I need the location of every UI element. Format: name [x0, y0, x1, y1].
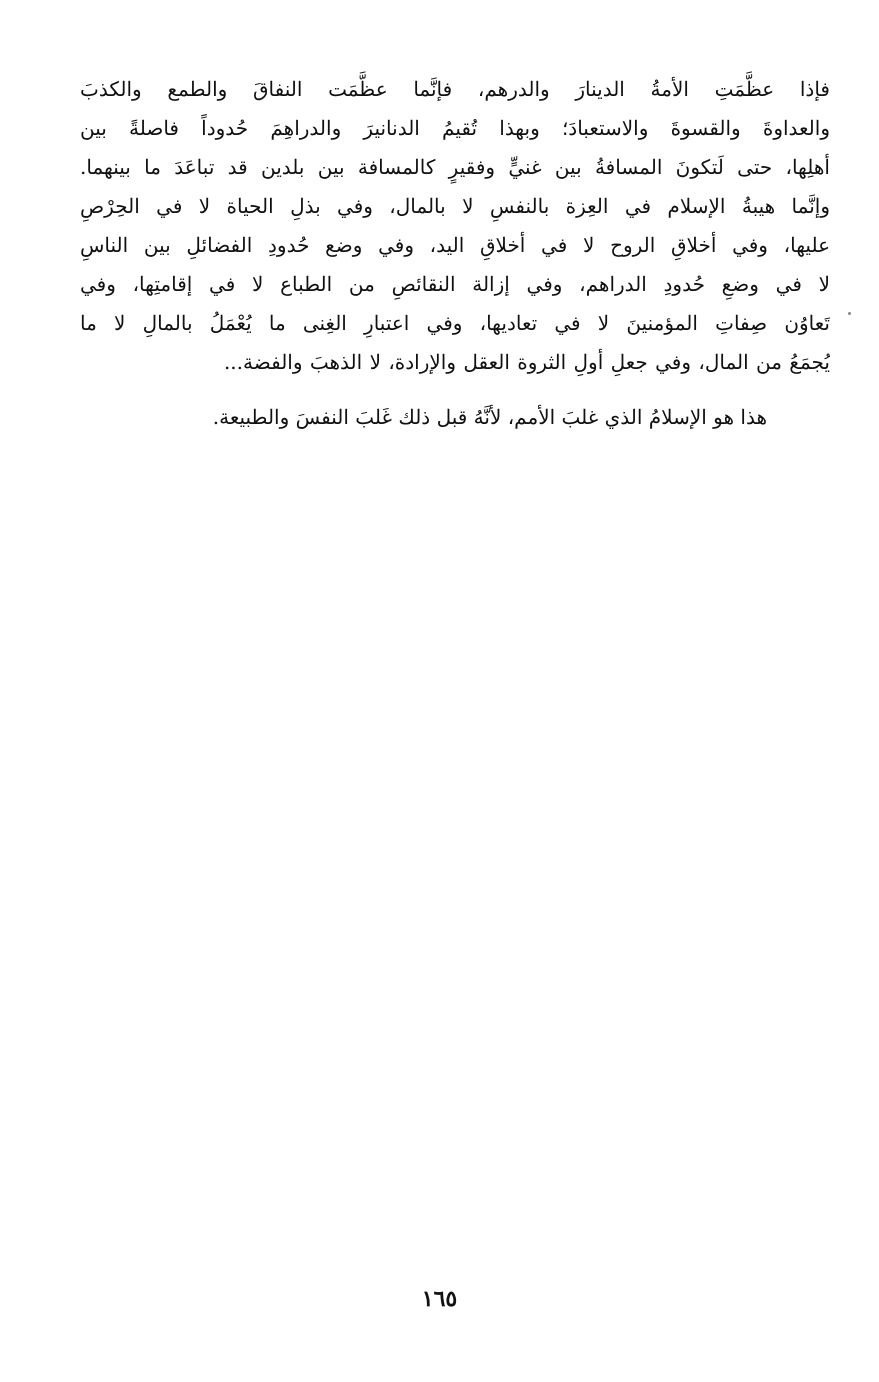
- text-line: فإذا عظَّمَتِ الأمةُ الدينارَ والدرهم، فإنَّما عظَّمَت النفاقَ والطمع والكذبَ: [80, 77, 830, 101]
- paragraph-1: [80, 70, 830, 382]
- page-number: ١٦٥: [421, 1286, 458, 1312]
- text-line: تَعاوُن صِفاتِ المؤمنينَ لا في تعاديها، وفي اعتبارِ الغِنى ما يُعْمَلُ بالمالِ لا ما: [80, 311, 830, 335]
- text-line: والعداوةَ والقسوةَ والاستعبادَ؛ وبهذا تُقيمُ الدنانيرَ والدراهِمَ حُدوداً فاصلةً بين: [80, 116, 830, 140]
- text-line: يُجمَعُ من المال، وفي جعلِ أولِ الثروة العقل والإرادة، لا الذهبَ والفضة...: [223, 350, 830, 374]
- text-line: وإنَّما هيبةُ الإسلام في العِزة بالنفسِ لا بالمال، وفي بذلِ الحياة لا في الحِرْصِ: [80, 194, 830, 218]
- scan-speck: [848, 312, 851, 315]
- text-line: عليها، وفي أخلاقِ الروح لا في أخلاقِ اليد، وفي وضع حُدودِ الفضائلِ بين الناسِ: [80, 233, 830, 257]
- text-line: لا في وضعِ حُدودِ الدراهم، وفي إزالة النقائصِ من الطباع لا في إقامتِها، وفي: [80, 272, 830, 296]
- paragraph-2: هذا هو الإسلامُ الذي غلبَ الأمم، لأنَّهُ قبل ذلك غَلبَ النفسَ والطبيعة.: [212, 405, 767, 429]
- text-line: أهلِها، حتى لَتكونَ المسافةُ بين غنيٍّ وفقيرٍ كالمسافة بين بلدين قد تباعَدَ ما بينهما.: [80, 155, 830, 179]
